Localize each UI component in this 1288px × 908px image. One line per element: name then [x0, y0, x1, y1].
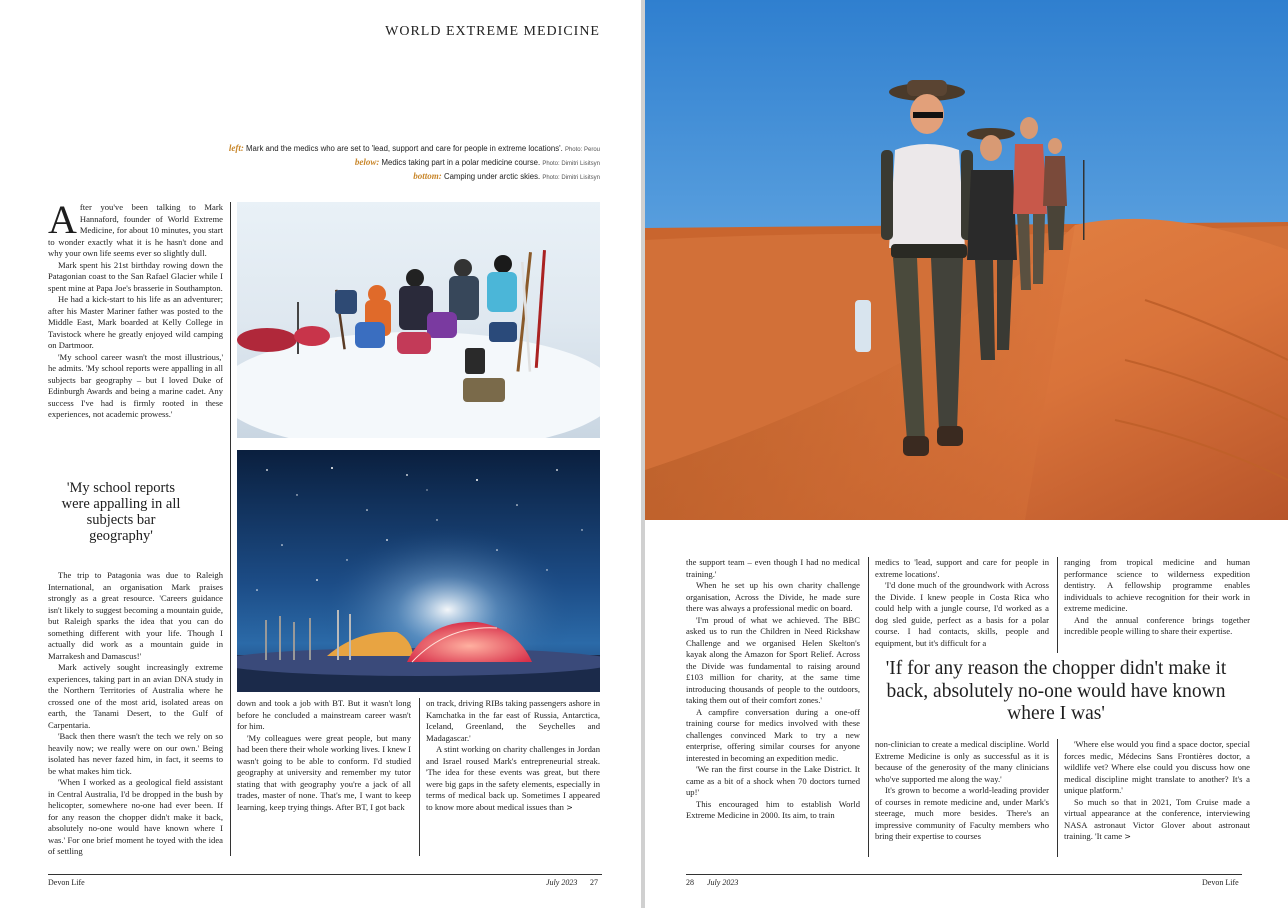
- article-paragraph: medics to 'lead, support and care for people in extreme locations'.: [875, 557, 1049, 579]
- caption-key-left: left:: [228, 143, 244, 153]
- article-paragraph: He had a kick-start to his life as an adventurer; after his Master Mariner father was posted to the Middle East, Mark boarded at Kelly College in Tavistock where he greatly enjoyed wild camping on Dartmoor.: [48, 294, 223, 350]
- article-paragraph: 'I'm proud of what we achieved. The BBC asked us to run the Children in Need Rickshaw Challenge and we organised Helen Skelton's kayak along the Amazon for Sport Relief. Across the Divide was fundamental to raising around £103 million for charity, at the same time introducing thousands of people to the outdoors, taking them out of their comfort zones.': [686, 614, 860, 705]
- article-column-5-top: [875, 557, 1049, 649]
- caption-bottom: [180, 170, 600, 184]
- article-column-1-bottom: [48, 570, 223, 858]
- article-paragraph: It's grown to become a world-leading provider of courses in remote medicine and, under Mark's steerage, much more besides. There's an impressive community of Faculty members who bring their expertise to courses: [875, 785, 1049, 841]
- photo-captions: [180, 142, 600, 184]
- caption-credit-below: Photo: Dimitri Lisitsyn: [542, 161, 600, 167]
- article-paragraph: So much so that in 2021, Tom Cruise made a virtual appearance at the conference, interviewing NASA astronaut Victor Glover about astronaut training. 'It came >: [1064, 796, 1250, 841]
- right-page: [645, 0, 1288, 908]
- article-column-1-top: [48, 197, 223, 421]
- article-intro: After you've been talking to Mark Hannaford, founder of World Extreme Medicine, for about 10 minutes, you start to wonder exactly what it is he hasn't done and why your own life seems ever so slightly dull.: [48, 197, 223, 258]
- continue-arrow: >: [1124, 832, 1131, 841]
- caption-credit-left: Photo: Perou: [564, 147, 600, 153]
- article-paragraph: on track, driving RIBs taking passengers ashore in Kamchatka in the far east of Russia, Antarctica, Iceland, Greenland, the Seychelles and Madagascar.': [426, 698, 600, 743]
- article-paragraph: 'Where else would you find a space doctor, special forces medic, Médecins Sans Frontières doctor, a wildlife vet? Where else could you discuss how one medical discipline might translate to another? It's a unique platform.': [1064, 739, 1250, 795]
- desert-hikers-photo: [645, 0, 1288, 520]
- caption-left: [180, 142, 600, 156]
- article-paragraph: And the annual conference brings together incredible people willing to share their expertise.: [1064, 614, 1250, 636]
- article-column-6-top: [1064, 557, 1250, 638]
- caption-text-left: Mark and the medics who are set to 'lead, support and care for people in extreme locations'.: [246, 144, 563, 153]
- article-paragraph: 'Back then there wasn't the tech we rely on so heavily now; we really were on our own.' Being isolated has never fazed him, in fact, it seems to be what makes him tick.: [48, 731, 223, 776]
- article-paragraph: down and took a job with BT. But it wasn't long before he concluded a mainstream career wasn't for him.: [237, 698, 411, 731]
- article-paragraph: This encouraged him to establish World Extreme Medicine in 2000. Its aim, to train: [686, 798, 860, 820]
- article-paragraph: A stint working on charity challenges in Jordan and Israel roused Mark's entrepreneurial streak. 'The idea for these events was great, but there were big gaps in the safety elements, especially in terms of medical back up. Sometimes I appeared to know more about medical issues than >: [426, 744, 600, 812]
- article-paragraph: When he set up his own charity challenge organisation, Across the Divide, he made sure there was always a professional medic on board.: [686, 580, 860, 613]
- article-paragraph: 'My school career wasn't the most illustrious,' he admits. 'My school reports were appalling in all subjects bar geography – but I loved Duke of Edinburgh Awards and being a marine cadet. Any success I've had is firmly rooted in these experiences, not academic prowess.': [48, 351, 223, 419]
- caption-credit-bottom: Photo: Dimitri Lisitsyn: [542, 175, 600, 181]
- drop-cap: A: [48, 197, 77, 242]
- article-column-2: [237, 698, 411, 813]
- article-column-3: [426, 698, 600, 813]
- article-paragraph: 'I'd done much of the groundwork with Across the Divide. I knew people in Costa Rica who could help with a jungle course, I'd worked as a dog sled guide, perfect as a basis for a polar course. I had contacts, skills, people and equipment, but it's difficult for a: [875, 580, 1049, 648]
- column-rule: [419, 698, 420, 856]
- page-number-left: 27: [590, 878, 598, 887]
- arctic-camp-photo: [237, 450, 600, 692]
- caption-key-bottom: bottom:: [413, 171, 442, 181]
- article-paragraph: A campfire conversation during a one-off training course for medics involved with these challenges convinced Mark to try a new enterprise, offering similar courses for anyone interested in becoming an expedition medic.: [686, 706, 860, 763]
- section-title: WORLD EXTREME MEDICINE: [385, 24, 600, 39]
- footer-brand-right: Devon Life: [1202, 878, 1239, 887]
- article-column-4: [686, 557, 860, 822]
- article-paragraph: 'When I worked as a geological field assistant in Central Australia, I'd be dropped in the bush by helicopter, somewhere no-one had ever been. If for any reason the chopper didn't make it back, absolutely no-one would have known where I was.' For one brief moment he toyed with the idea of settling: [48, 777, 223, 856]
- article-paragraph: non-clinician to create a medical discipline. World Extreme Medicine is only as successful as it is because of the generosity of the many clinicians who've supported me along the way.': [875, 739, 1049, 784]
- article-column-5-bottom: [875, 739, 1049, 843]
- column-rule: [1057, 739, 1058, 857]
- article-paragraph: ranging from tropical medicine and human performance science to wilderness expedition dentistry. A fellowship programme enables individuals to achieve recognition for their work in extreme medicine.: [1064, 557, 1250, 613]
- column-rule: [868, 557, 869, 857]
- footer-rule: [686, 874, 1242, 875]
- article-paragraph: Mark spent his 21st birthday rowing down the Patagonian coast to the San Rafael Glacier while I spent mine at Papa Joe's brasserie in Southampton.: [48, 259, 223, 293]
- page-number-right: 28: [686, 878, 694, 887]
- caption-below: [180, 156, 600, 170]
- caption-text-below: Medics taking part in a polar medicine course.: [381, 158, 541, 167]
- polar-medicine-photo: [237, 202, 600, 438]
- article-paragraph: 'We ran the first course in the Lake District. It came as a bit of a shock when 70 doctors turned up!': [686, 764, 860, 797]
- footer-brand-left: Devon Life: [48, 878, 85, 887]
- footer-date-left: July 2023: [546, 878, 578, 887]
- article-paragraph: 'My colleagues were great people, but many had been there their whole working lives. I knew I wasn't going to be able to conform. I'd studied geography at university and remember my tutor stating that with geography you're a jack of all trades, master of none. That's me, I want to keep learning, keep trying things. After BT, I got back: [237, 732, 411, 812]
- pull-quote-left: 'My school reports were appalling in all subjects bar geography': [61, 480, 181, 544]
- footer-rule: [48, 874, 602, 875]
- left-page: [0, 0, 642, 908]
- column-rule: [230, 202, 231, 856]
- caption-key-below: below:: [354, 157, 380, 167]
- article-paragraph: the support team – even though I had no medical training.': [686, 557, 860, 579]
- continue-arrow: >: [566, 802, 573, 812]
- article-paragraph: The trip to Patagonia was due to Raleigh International, an organisation Mark praises strongly as a great resource. 'Careers guidance isn't likely to suggest becoming a mountain guide, but Raleigh sparks the idea that you can do something different with your life. Though I actually did work as a mountain guide in Marrakesh and Damascus!': [48, 570, 223, 661]
- footer-date-right: July 2023: [707, 878, 739, 887]
- caption-text-bottom: Camping under arctic skies.: [443, 172, 541, 181]
- pull-quote-right: 'If for any reason the chopper didn't make it back, absolutely no-one would have known where I was': [885, 658, 1227, 724]
- article-paragraph: Mark actively sought increasingly extreme experiences, taking part in an avian DNA study in the Northern Territories of Australia where he crossed one of the most arid, isolated areas on earth, the Tanami Desert, to the Gulf of Carpentaria.: [48, 662, 223, 730]
- column-rule: [1057, 557, 1058, 653]
- article-column-6-bottom: [1064, 739, 1250, 843]
